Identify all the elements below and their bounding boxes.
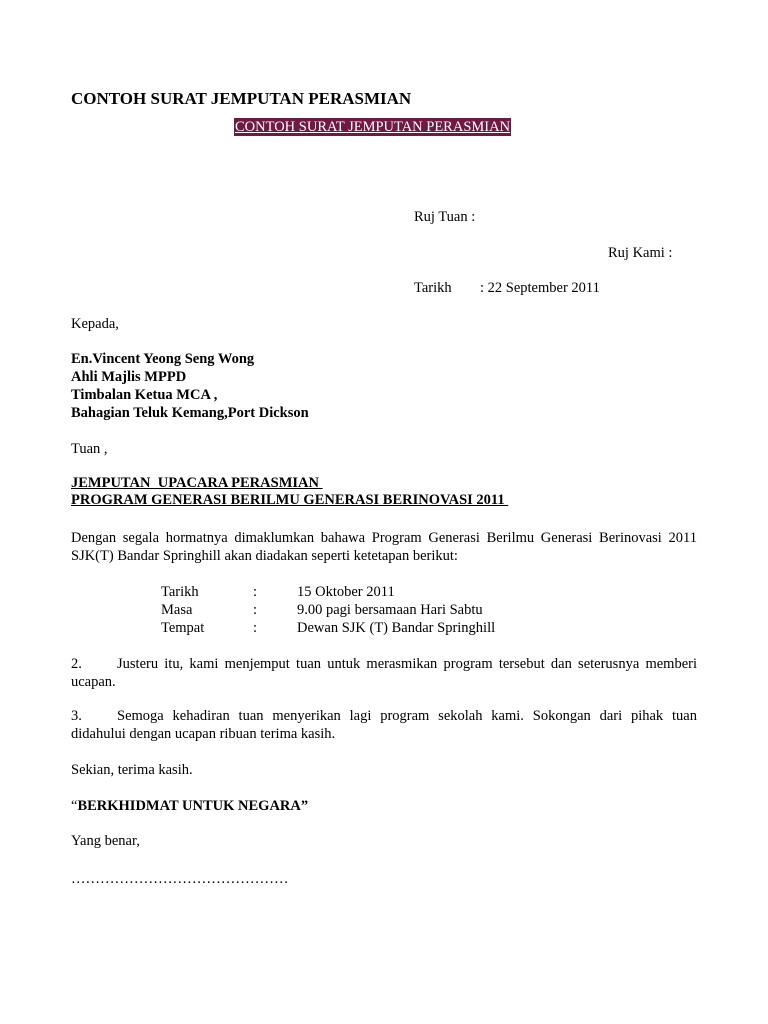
sign-off: Yang benar, bbox=[71, 833, 140, 849]
detail-label: Masa bbox=[161, 602, 193, 618]
event-details-table bbox=[161, 583, 495, 637]
motto-text: BERKHIDMAT UNTUK NEGARA” bbox=[77, 798, 309, 814]
recipient-line: Bahagian Teluk Kemang,Port Dickson bbox=[71, 405, 309, 421]
detail-colon: : bbox=[253, 620, 258, 636]
subject-line: PROGRAM GENERASI BERILMU GENERASI BERINOVASI 2011 bbox=[71, 492, 509, 508]
detail-label: Tarikh bbox=[161, 584, 199, 600]
subject-line: JEMPUTAN UPACARA PERASMIAN bbox=[71, 475, 323, 491]
recipient-line: Ahli Majlis MPPD bbox=[71, 369, 187, 385]
subject-heading bbox=[71, 475, 508, 509]
paragraph-number: 2. bbox=[71, 656, 82, 672]
detail-value: 9.00 pagi bersamaan Hari Sabtu bbox=[297, 602, 483, 618]
motto-open-quote: “ bbox=[71, 798, 78, 814]
recipient-line: Timbalan Ketua MCA , bbox=[71, 387, 218, 403]
detail-value: Dewan SJK (T) Bandar Springhill bbox=[297, 620, 496, 636]
closing-line: Sekian, terima kasih. bbox=[71, 762, 193, 778]
date-label: Tarikh bbox=[414, 280, 452, 296]
document-title: CONTOH SURAT JEMPUTAN PERASMIAN bbox=[71, 89, 412, 108]
detail-row bbox=[161, 619, 495, 637]
detail-row bbox=[161, 601, 495, 619]
banner-heading: CONTOH SURAT JEMPUTAN PERASMIAN bbox=[235, 119, 511, 135]
intro-paragraph: Dengan segala hormatnya dimaklumkan bahawa Program Generasi Berilmu Generasi Berinovasi 2011 SJK(T) Bandar Springhill akan diadakan seperti ketetapan berikut: bbox=[71, 530, 697, 564]
recipient-address bbox=[71, 350, 309, 422]
motto bbox=[71, 797, 308, 815]
paragraph-text: Justeru itu, kami menjemput tuan untuk merasmikan program tersebut dan seterusnya memberi ucapan. bbox=[71, 656, 697, 690]
date-value: : 22 September 2011 bbox=[480, 280, 600, 296]
reference-yours: Ruj Tuan : bbox=[414, 209, 476, 225]
detail-colon: : bbox=[253, 584, 258, 600]
signature-line: ……………………………………… bbox=[71, 871, 289, 887]
letter-date bbox=[414, 279, 600, 297]
paragraph-text: Semoga kehadiran tuan menyerikan lagi program sekolah kami. Sokongan dari pihak tuan didahului dengan ucapan ribuan terima kasih. bbox=[71, 708, 697, 742]
detail-label: Tempat bbox=[161, 620, 205, 636]
paragraph-number: 3. bbox=[71, 708, 82, 724]
paragraph-3 bbox=[71, 707, 697, 743]
paragraph-2 bbox=[71, 655, 697, 691]
detail-row bbox=[161, 583, 495, 601]
to-label: Kepada, bbox=[71, 316, 119, 332]
recipient-line: En.Vincent Yeong Seng Wong bbox=[71, 351, 255, 367]
salutation: Tuan , bbox=[71, 441, 108, 457]
reference-ours: Ruj Kami : bbox=[608, 245, 673, 261]
detail-colon: : bbox=[253, 602, 258, 618]
detail-value: 15 Oktober 2011 bbox=[297, 584, 395, 600]
